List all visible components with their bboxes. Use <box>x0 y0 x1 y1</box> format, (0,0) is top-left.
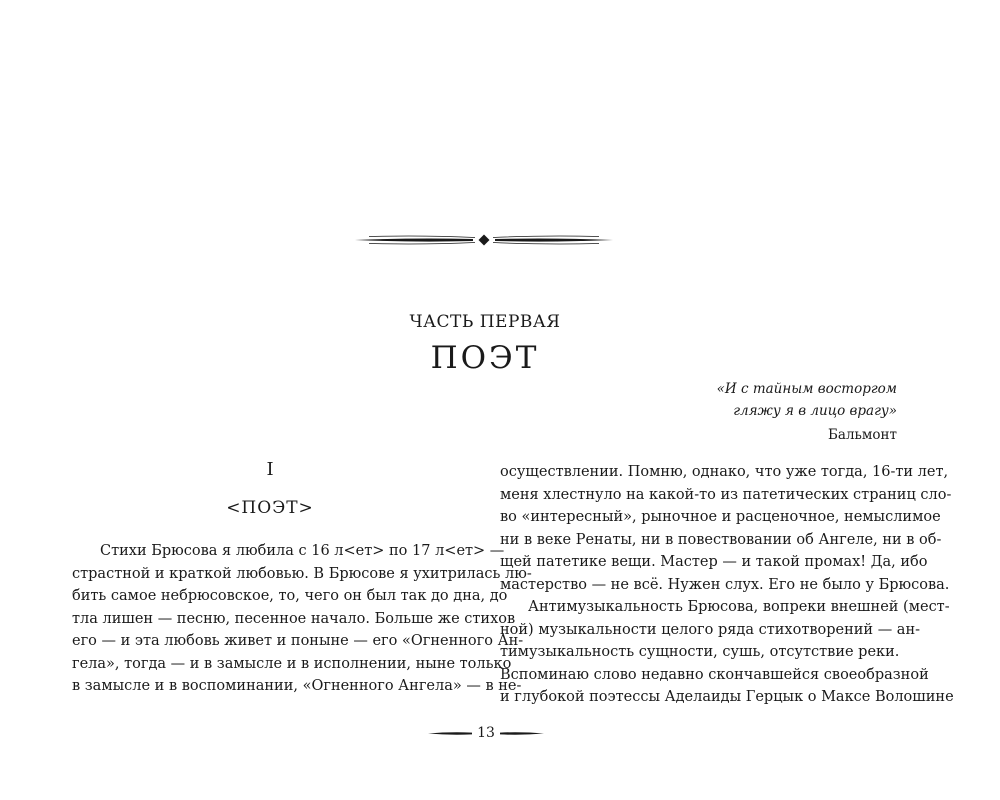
epigraph <box>637 378 897 446</box>
text-line: во «интересный», рыночное и расценочное, немыслимое <box>500 509 941 525</box>
text-line: щей патетике вещи. Мастер — и такой промах! Да, ибо <box>500 554 928 570</box>
text-line: в замысле и в воспоминании, «Огненного Ангела» — в не- <box>72 678 522 694</box>
text-line: мастерство — не всё. Нужен слух. Его не было у Брюсова. <box>500 576 950 593</box>
text-line: ной) музыкальности целого ряда стихотворений — ан- <box>500 621 921 638</box>
text-line: бить самое небрюсовское, то, чего он был так до дна, до <box>72 588 508 604</box>
text-line: тимузыкальность сущности, сушь, отсутствие реки. <box>500 644 900 660</box>
text-line: страстной и краткой любовью. В Брюсове я ухитрилась лю- <box>72 565 532 582</box>
epigraph-author: Бальмонт <box>828 427 897 443</box>
text-line: ни в веке Ренаты, ни в повествовании об Ангеле, ни в об- <box>500 531 942 548</box>
epigraph-line: гляжу я в лицо врагу» <box>733 403 897 419</box>
right-column <box>500 461 954 709</box>
text-line: меня хлестнуло на какой-то из патетических страниц сло- <box>500 486 952 503</box>
page-number: 13 <box>477 725 495 741</box>
left-column <box>72 459 532 698</box>
text-line: Вспоминаю слово недавно скончавшейся своеобразной <box>500 666 929 683</box>
decorative-divider <box>355 233 613 247</box>
text-line: его — и эта любовь живет и поныне — его «Огненного Ан- <box>72 633 524 649</box>
text-line: гела», тогда — и в замысле и в исполнении, ныне только <box>72 655 512 672</box>
text-line: Антимузыкальность Брюсова, вопреки внешней (мест- <box>528 599 950 615</box>
chapter-title: <ПОЭТ> <box>226 498 314 518</box>
part-label: ЧАСТЬ ПЕРВАЯ <box>409 312 561 332</box>
chapter-number: I <box>266 459 274 480</box>
page-footer <box>428 724 544 744</box>
footer-ornament-right-icon <box>500 731 544 736</box>
text-line: Стихи Брюсова я любила с 16 л<ет> по 17 л<ет> — <box>100 543 505 559</box>
text-line: тла лишен — песню, песенное начало. Больше же стихов <box>72 610 516 627</box>
text-line: и глубокой поэтессы Аделаиды Герцык о Максе Волошине <box>500 689 954 705</box>
epigraph-line: «И с тайным восторгом <box>716 381 897 397</box>
text-line: осуществлении. Помню, однако, что уже тогда, 16-ти лет, <box>500 464 949 480</box>
part-title: ПОЭТ <box>430 340 540 376</box>
